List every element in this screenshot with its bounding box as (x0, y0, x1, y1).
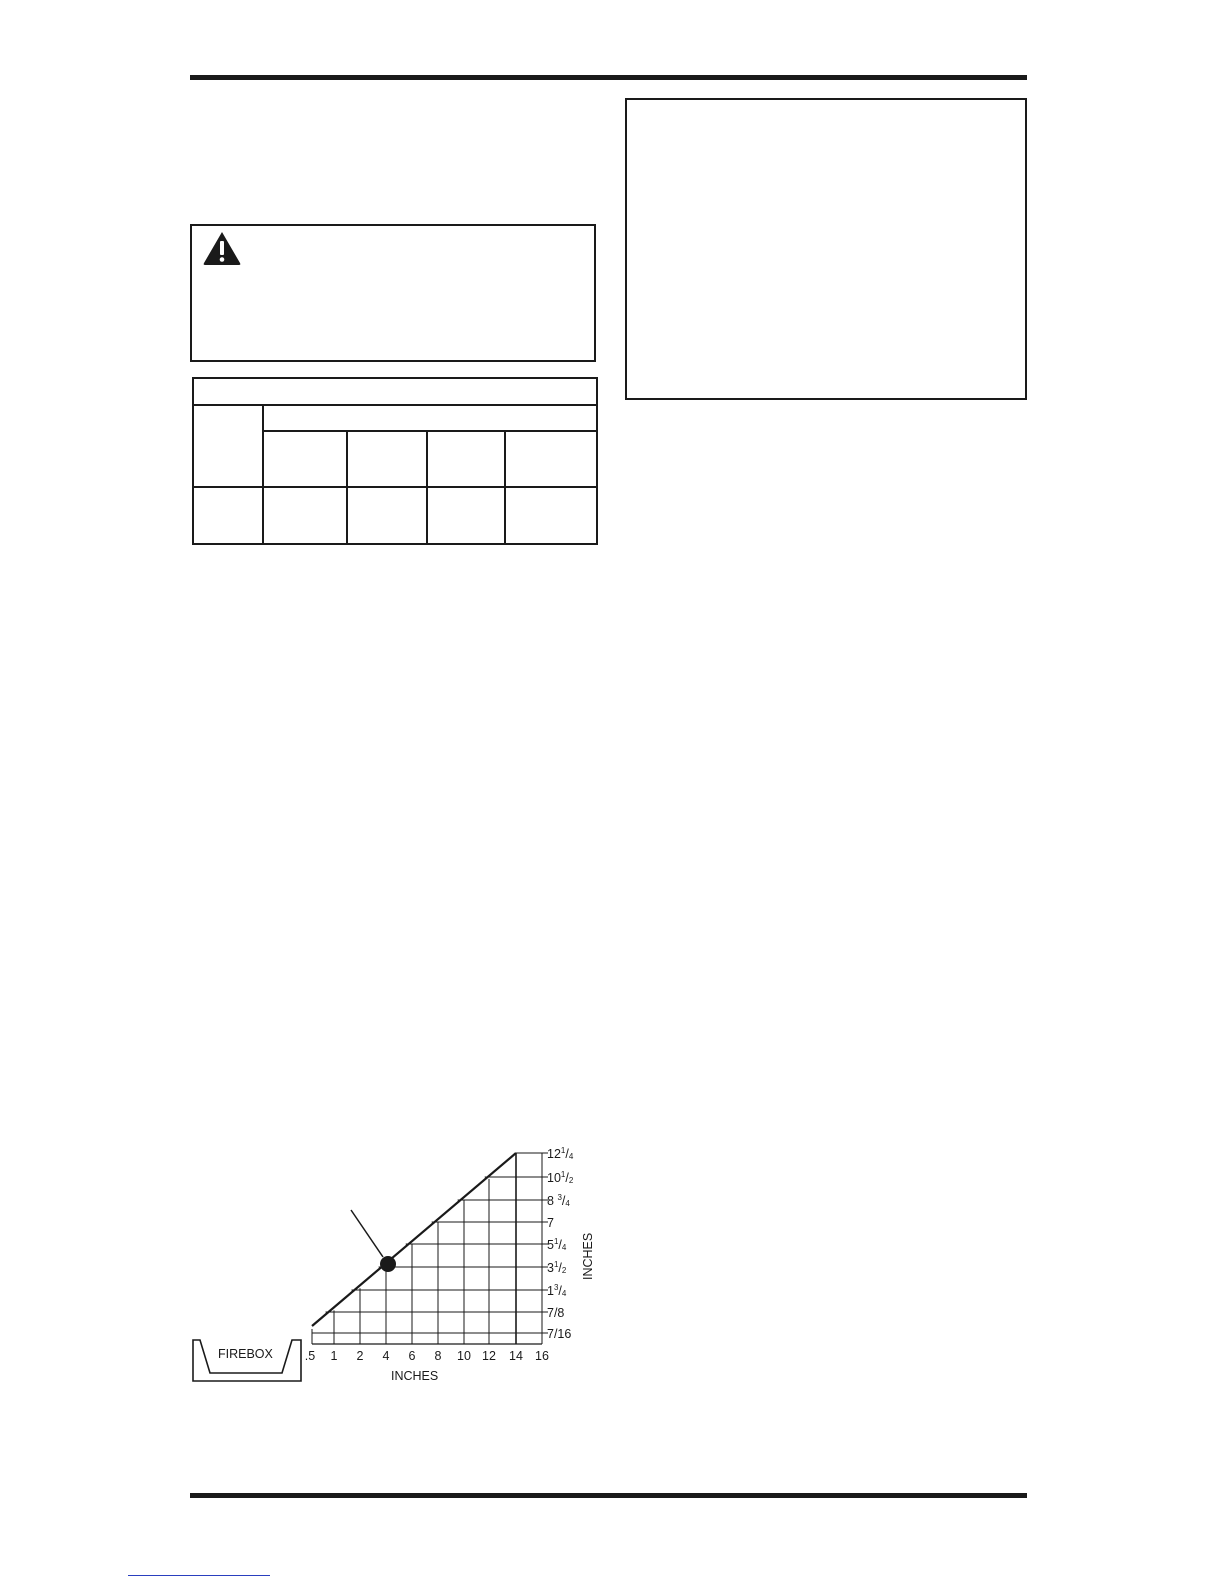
y-tick-labels (547, 1146, 574, 1341)
table-row (193, 487, 597, 544)
footer-link-underline[interactable] (128, 1575, 270, 1576)
y-axis-label: INCHES (581, 1232, 595, 1280)
x-tick-label: 2 (356, 1349, 364, 1363)
table-cell (505, 487, 597, 544)
clearance-figure (188, 1140, 628, 1400)
callout-marker (351, 1210, 396, 1272)
firebox-label: FIREBOX (218, 1347, 273, 1361)
bottom-rule (190, 1493, 1027, 1498)
warning-triangle-icon (202, 230, 242, 266)
y-tick-label: $5^1/4$ (547, 1237, 567, 1252)
y-tick-label: $3^1/2$ (547, 1260, 567, 1275)
table-cell (427, 487, 505, 544)
x-tick-label: .5 (304, 1349, 316, 1363)
x-axis-label: INCHES (391, 1369, 439, 1383)
grid-line (312, 1153, 516, 1326)
table-cell (193, 487, 263, 544)
x-tick-label: 6 (408, 1349, 416, 1363)
notice-box (625, 98, 1027, 400)
y-tick-label: 7 (547, 1216, 554, 1230)
spec-table (192, 377, 598, 545)
y-tick-label: 7/8 (547, 1306, 565, 1320)
y-tick-label: 7/16 (547, 1327, 572, 1341)
x-tick-label: 10 (457, 1349, 471, 1363)
x-tick-label: 16 (535, 1349, 549, 1363)
y-tick-label: $12^1/4$ (547, 1146, 574, 1161)
x-tick-label: 8 (434, 1349, 442, 1363)
y-tick-label: 8 $^3$/4 (547, 1193, 570, 1208)
table-group-header (263, 405, 597, 432)
table-cell (263, 487, 347, 544)
table-cell (347, 487, 427, 544)
y-tick-label: $10^1/2$ (547, 1170, 574, 1185)
y-tick-label: $1^3/4$ (547, 1283, 567, 1298)
table-header-cell (505, 431, 597, 486)
table-title-row (193, 378, 597, 405)
x-tick-labels (305, 1349, 549, 1363)
x-tick-label: 14 (509, 1349, 523, 1363)
warning-box (190, 224, 596, 362)
table-header-cell (347, 431, 427, 486)
table-header-cell (427, 431, 505, 486)
table-header-cell (263, 431, 347, 486)
clearance-grid (312, 1153, 548, 1344)
table-header-cell (193, 405, 263, 487)
x-tick-label: 4 (382, 1349, 390, 1363)
x-tick-label: 1 (330, 1349, 338, 1363)
x-tick-label: 12 (482, 1349, 496, 1363)
top-rule (190, 75, 1027, 80)
